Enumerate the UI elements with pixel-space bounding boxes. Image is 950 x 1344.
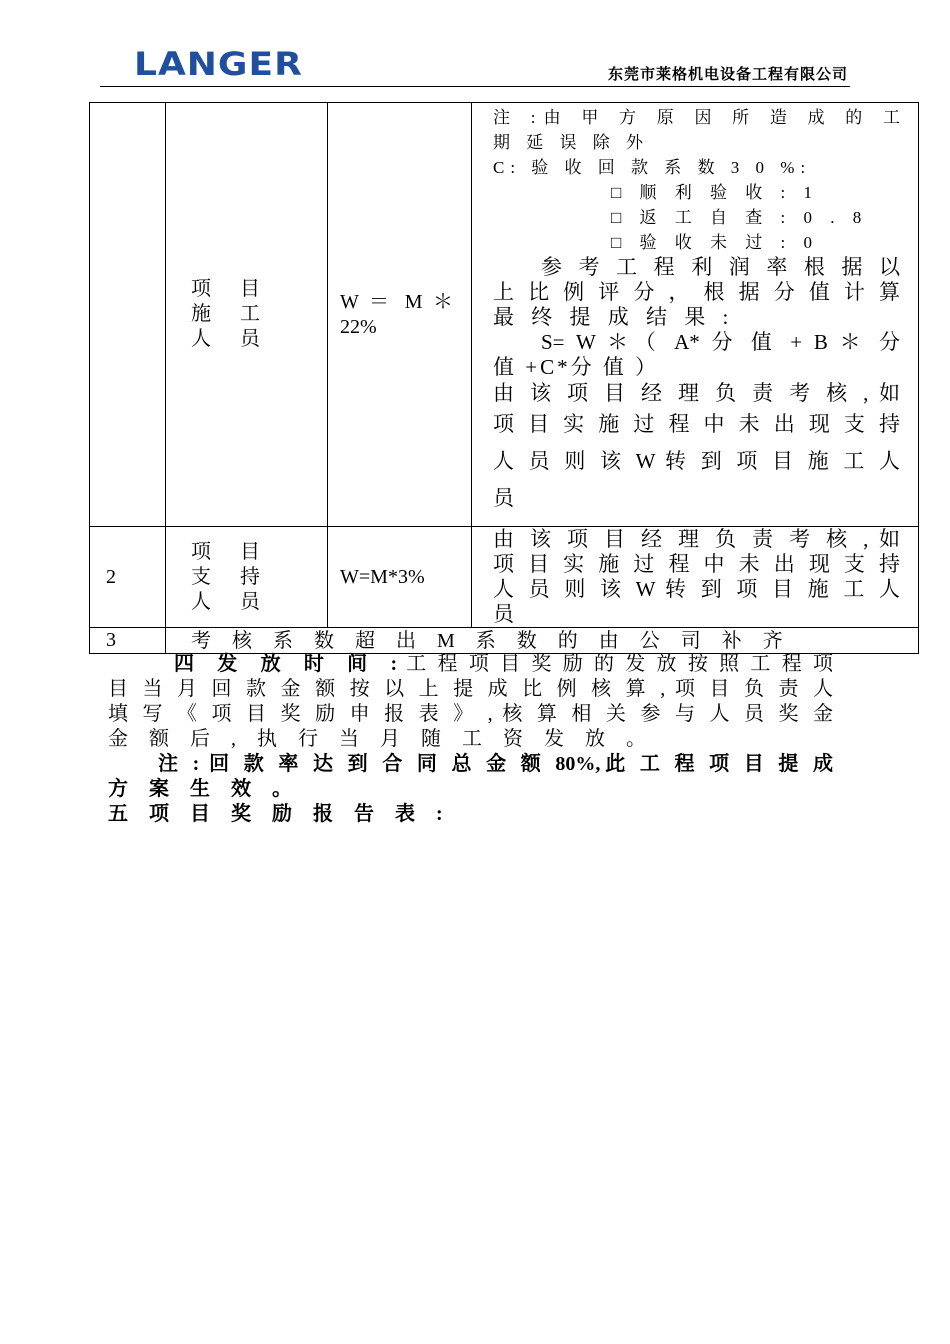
bonus-table — [89, 102, 919, 654]
desc-formula-line2: 值 +C*分 值 ） — [493, 355, 660, 379]
row1-desc — [472, 103, 919, 527]
row2-desc-line1: 由 该 项 目 经 理 负 责 考 核 , 如 — [493, 527, 900, 551]
desc-resp-line3: 人 员 则 该 W 转 到 项 目 施 工 人 — [493, 449, 900, 473]
desc-para1-line3: 最 终 提 成 结 果 : — [493, 305, 735, 329]
page-header — [100, 44, 850, 87]
section4-line4: 金 额 后 , 执 行 当 月 随 工 资 发 放 。 — [108, 728, 654, 750]
note-line1: 注 : 回 款 率 达 到 合 同 总 金 额 80%,此 工 程 项 目 提 成 — [158, 753, 833, 775]
row2-desc-line3: 人 员 则 该 W 转 到 项 目 施 工 人 — [493, 577, 900, 601]
row2-desc-line2: 项 目 实 施 过 程 中 未 出 现 支 持 — [493, 552, 900, 576]
desc-resp-line4: 员 — [493, 486, 514, 510]
effective-note — [108, 752, 833, 802]
desc-note-line1: 注 :由 甲 方 原 因 所 造 成 的 工 — [493, 108, 900, 127]
table-row — [90, 103, 919, 527]
desc-option-1: □ 顺 利 验 收 : 1 — [611, 183, 819, 202]
desc-c-label: C: 验 收 回 款 系 数 3 0 %: — [493, 158, 812, 177]
section4-paragraph — [108, 652, 833, 752]
section4-line3: 填 写 《 项 目 奖 励 申 报 表 》 , 核 算 相 关 参 与 人 员 奖 金 — [108, 703, 833, 725]
desc-para1-line1: 参 考 工 程 利 润 率 根 据 以 — [541, 255, 900, 279]
row3-text: 考 核 系 数 超 出 M 系 数 的 由 公 司 补 齐 — [166, 628, 919, 654]
section4-line2: 目 当 月 回 款 金 额 按 以 上 提 成 比 例 核 算 , 项 目 负 责 人 — [108, 678, 833, 700]
desc-formula-line1: S= W ＊（ A* 分 值 + B ＊ 分 — [541, 330, 900, 354]
section4-line1 — [108, 652, 833, 677]
company-name: 东莞市莱格机电设备工程有限公司 — [607, 65, 848, 83]
desc-resp-line1: 由 该 项 目 经 理 负 责 考 核 , 如 — [493, 381, 900, 405]
row1-formula-text: W ＝ M ＊22% — [340, 290, 453, 338]
row2-desc-line4: 员 — [493, 602, 514, 626]
row3-num: 3 — [90, 628, 166, 654]
section4-heading: 四 发 放 时 间 : — [174, 653, 404, 675]
row1-formula — [328, 103, 472, 527]
desc-note-line2: 期 延 误 除 外 — [493, 133, 649, 152]
desc-para1-line2: 上 比 例 评 分 ， 根 据 分 值 计 算 — [493, 280, 900, 304]
langer-logo: LANGER — [134, 46, 303, 83]
row2-formula: W=M*3% — [328, 527, 472, 628]
row2-role: 项 目 支 持 人 员 — [166, 527, 328, 628]
section5-heading: 五 项 目 奖 励 报 告 表 : — [108, 803, 451, 825]
row2-num: 2 — [90, 527, 166, 628]
row1-role: 项 目 施 工 人 员 — [166, 103, 328, 527]
row2-desc — [472, 527, 919, 628]
desc-option-2: □ 返 工 自 查 : 0 . 8 — [611, 208, 869, 227]
table-row — [90, 628, 919, 654]
table-row — [90, 527, 919, 628]
section4-line1-text: 工 程 项 目 奖 励 的 发 放 按 照 工 程 项 — [403, 653, 833, 675]
desc-resp-line2: 项 目 实 施 过 程 中 未 出 现 支 持 — [493, 412, 900, 436]
desc-option-3: □ 验 收 未 过 : 0 — [611, 233, 819, 252]
row1-num-cell — [90, 103, 166, 527]
note-line2: 方 案 生 效 。 — [108, 778, 300, 800]
